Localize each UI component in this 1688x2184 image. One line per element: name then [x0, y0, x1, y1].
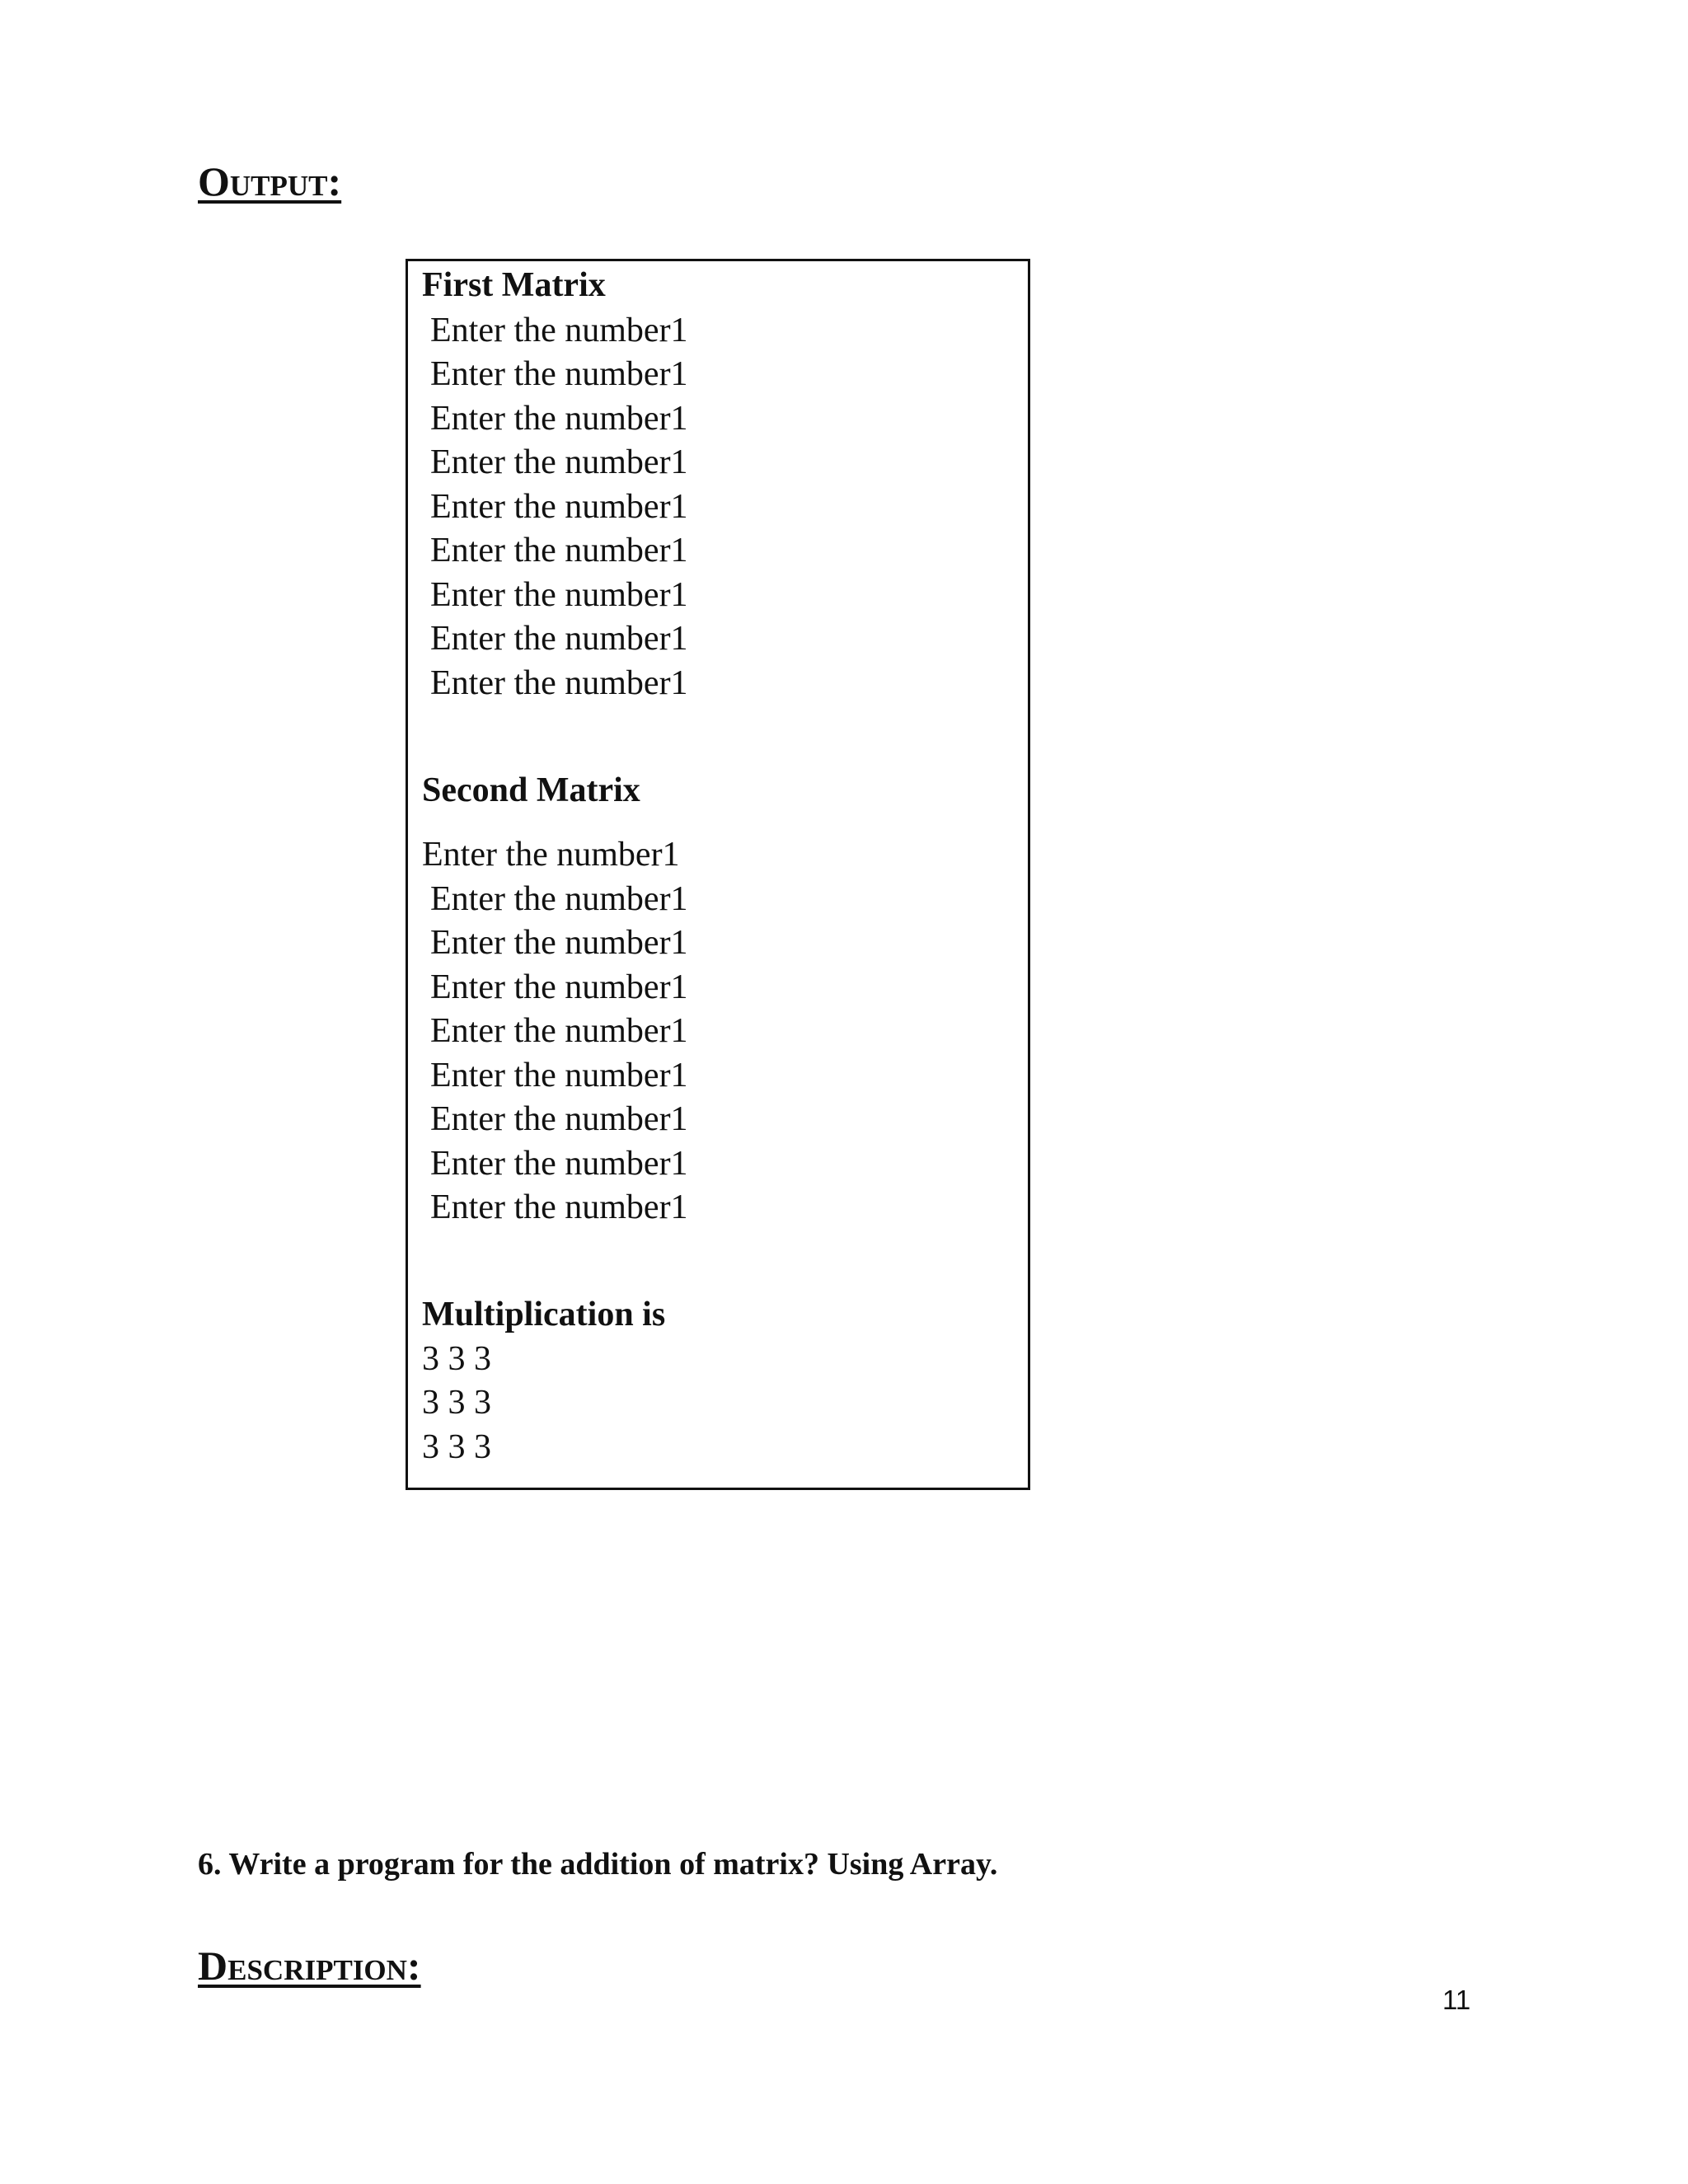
first-matrix-line: Enter the number1 [430, 576, 688, 614]
output-heading: Output: [198, 158, 342, 204]
second-matrix-line: Enter the number1 [430, 1012, 688, 1050]
first-matrix-line: Enter the number1 [430, 532, 688, 569]
first-matrix-line: Enter the number1 [430, 400, 688, 438]
output-box [406, 259, 1030, 1490]
second-matrix-line: Enter the number1 [430, 924, 688, 962]
second-matrix-line: Enter the number1 [430, 968, 688, 1006]
page-number: 11 [1442, 1985, 1471, 2015]
first-matrix-line: Enter the number1 [430, 620, 688, 658]
first-matrix-line: Enter the number1 [430, 488, 688, 526]
first-matrix-line: Enter the number1 [430, 443, 688, 481]
description-heading: Description: [198, 1943, 421, 1989]
first-matrix-line: Enter the number1 [430, 312, 688, 349]
first-matrix-line: Enter the number1 [430, 664, 688, 702]
second-matrix-line: Enter the number1 [422, 836, 680, 874]
multiplication-title: Multiplication is [422, 1296, 666, 1333]
first-matrix-title: First Matrix [422, 266, 606, 304]
second-matrix-line: Enter the number1 [430, 1145, 688, 1183]
result-row: 3 3 3 [422, 1340, 491, 1378]
second-matrix-title: Second Matrix [422, 771, 640, 809]
second-matrix-line: Enter the number1 [430, 1057, 688, 1094]
second-matrix-line: Enter the number1 [430, 1100, 688, 1138]
second-matrix-line: Enter the number1 [430, 1188, 688, 1226]
first-matrix-line: Enter the number1 [430, 355, 688, 393]
result-row: 3 3 3 [422, 1384, 491, 1422]
result-row: 3 3 3 [422, 1428, 491, 1466]
second-matrix-line: Enter the number1 [430, 880, 688, 918]
question-text: 6. Write a program for the addition of matrix? Using Array. [198, 1847, 998, 1882]
